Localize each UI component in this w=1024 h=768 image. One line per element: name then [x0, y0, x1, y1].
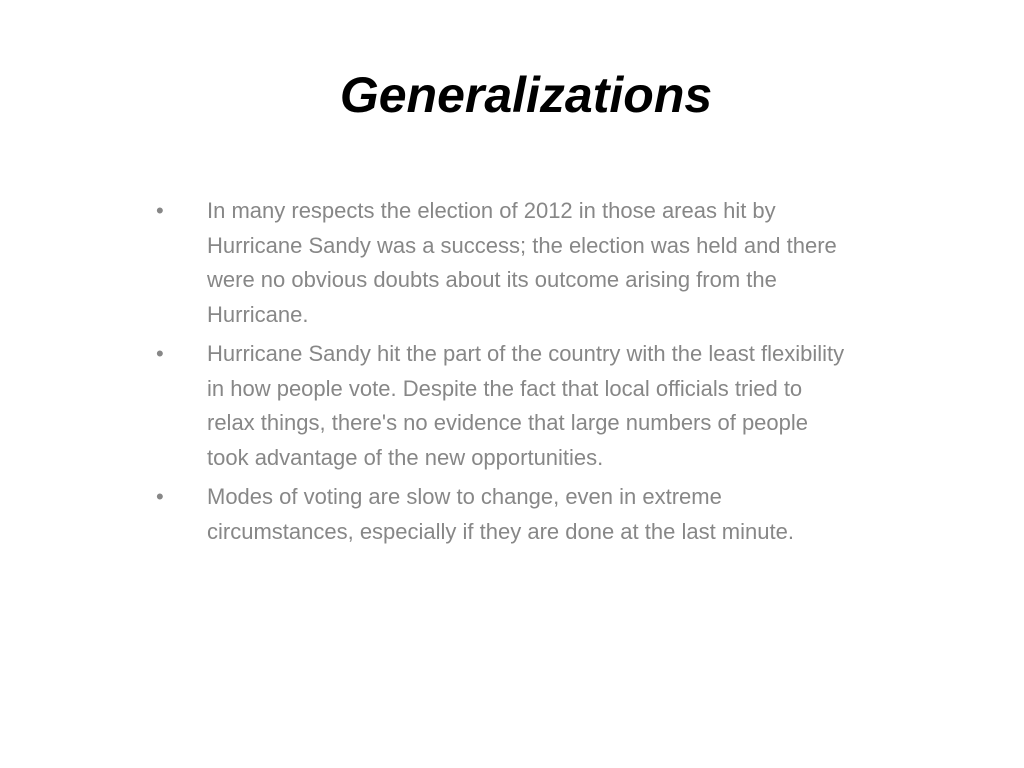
bullet-item-2: [150, 337, 855, 475]
bullet-text: Modes of voting are slow to change, even in extreme circumstances, especially if they are done at the last minute.: [207, 484, 794, 544]
bullet-item-3: [150, 480, 855, 549]
slide-title: Generalizations: [339, 67, 713, 123]
bullet-marker: •: [156, 341, 164, 366]
bullet-text: In many respects the election of 2012 in those areas hit by Hurricane Sandy was a success; the election was held and there were no obvious doubts about its outcome arising from the Hurricane.: [207, 198, 837, 327]
bullet-list: [150, 194, 855, 554]
bullet-item-1: [150, 194, 855, 332]
bullet-marker: •: [156, 198, 164, 223]
bullet-text: Hurricane Sandy hit the part of the country with the least flexibility in how people vote. Despite the fact that local officials tried to relax things, there's no evidence that large numbers of people took advantage of the new opportunities.: [207, 341, 845, 470]
bullet-marker: •: [156, 484, 164, 509]
